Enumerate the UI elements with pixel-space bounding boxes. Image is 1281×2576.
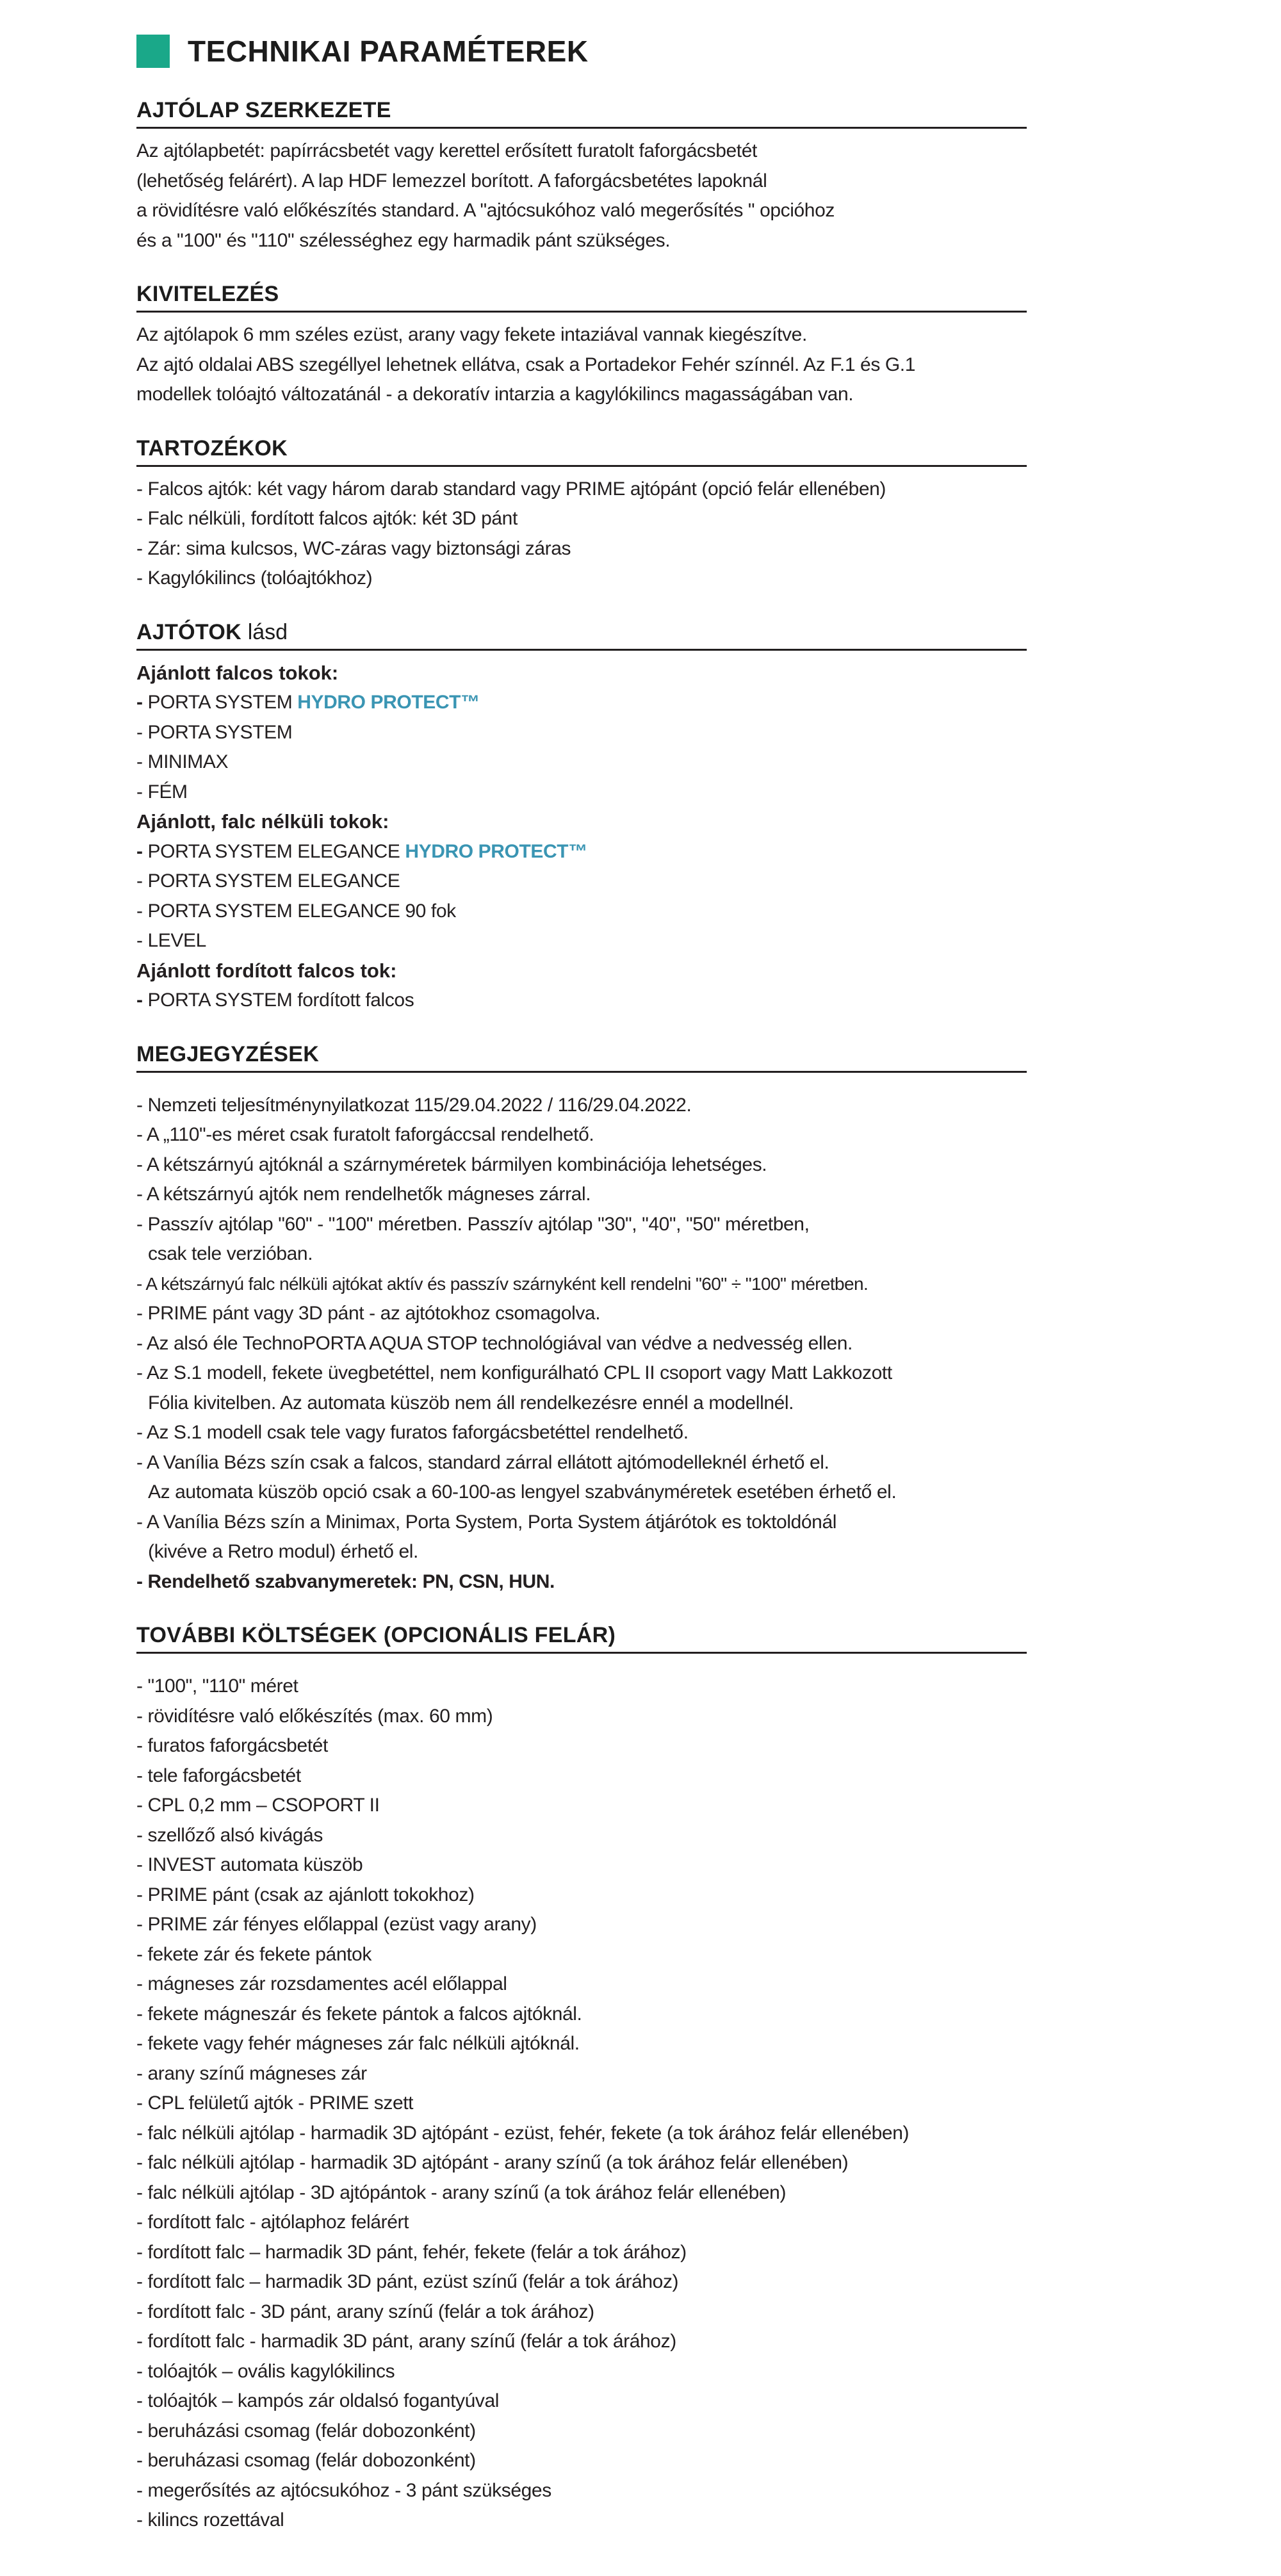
cost-item: - rövidítésre való előkészítés (max. 60 mm) — [136, 1705, 493, 1727]
list-dash: - — [136, 990, 148, 1011]
cost-item: - CPL felületű ajtók - PRIME szett — [136, 2092, 414, 2114]
hydro-protect-label: HYDRO PROTECT™ — [297, 692, 480, 713]
cost-item: - kilincs rozettával — [136, 2509, 284, 2531]
cost-item: - tele faforgácsbetét — [136, 1765, 301, 1786]
frame-group-title: Ajánlott, falc nélküli tokok: — [136, 810, 389, 833]
list-item: - FÉM — [136, 781, 188, 803]
note-item-continued: Fólia kivitelben. Az automata küszöb nem áll rendelkezésre ennél a modellnél. — [148, 1392, 794, 1414]
section-heading — [136, 618, 1027, 651]
list-item — [136, 986, 1027, 1016]
cost-item: - falc nélküli ajtólap - harmadik 3D ajtópánt - arany színű (a tok árához felár ellenében) — [136, 2152, 849, 2173]
section-execution — [136, 280, 1027, 410]
section-heading-text: AJTÓTOK — [136, 619, 241, 644]
cost-item: - beruházási csomag (felár dobozonként) — [136, 2420, 476, 2441]
list-item: - MINIMAX — [136, 751, 229, 772]
brand-square-icon — [136, 35, 170, 68]
cost-item: - fordított falc – harmadik 3D pánt, ezüst színű (felár a tok árához) — [136, 2271, 679, 2292]
note-item: - A Vanília Bézs szín csak a falcos, standard zárral ellátott ajtómodelleknél érhető el. — [136, 1451, 829, 1473]
list-dash: - — [136, 840, 148, 862]
section-accessories — [136, 434, 1027, 594]
frame-name: PORTA SYSTEM fordított falcos — [147, 990, 414, 1011]
frame-name: PORTA SYSTEM — [147, 692, 298, 713]
section-heading: AJTÓLAP SZERKEZETE — [136, 96, 1027, 129]
list-item: - LEVEL — [136, 930, 206, 951]
section-notes — [136, 1040, 1027, 1597]
cost-item: - szellőző alsó kivágás — [136, 1824, 323, 1846]
section-heading: TOVÁBBI KÖLTSÉGEK (OPCIONÁLIS FELÁR) — [136, 1621, 1027, 1654]
cost-item: - megerősítés az ajtócsukóhoz - 3 pánt szükséges — [136, 2479, 551, 2501]
list-item: - PORTA SYSTEM ELEGANCE 90 fok — [136, 900, 456, 922]
frame-name: PORTA SYSTEM ELEGANCE — [147, 840, 405, 862]
cost-item: - tolóajtók – ovális kagylókilincs — [136, 2360, 395, 2382]
note-item: - A „110"-es méret csak furatolt faforgáccsal rendelhető. — [136, 1124, 594, 1145]
note-item: - A Vanília Bézs szín a Minimax, Porta System, Porta System átjárótok es toktoldónál — [136, 1511, 836, 1533]
list-item: - Kagylókilincs (tolóajtókhoz) — [136, 567, 373, 589]
cost-item: - falc nélküli ajtólap - harmadik 3D ajtópánt - ezüst, fehér, fekete (a tok árához felár ellenében) — [136, 2122, 910, 2144]
section-door-frames — [136, 618, 1027, 1016]
note-item-continued: csak tele verzióban. — [148, 1243, 313, 1264]
text-line: és a "100" és "110" szélességhez egy harmadik pánt szükséges. — [136, 229, 671, 251]
cost-item: - arany színű mágneses zár — [136, 2062, 367, 2084]
section-door-leaf-structure — [136, 96, 1027, 256]
section-heading: MEGJEGYZÉSEK — [136, 1040, 1027, 1073]
list-item — [136, 688, 1027, 718]
text-line: Az ajtólapbetét: papírrácsbetét vagy kerettel erősített furatolt faforgácsbetét — [136, 140, 757, 161]
note-item: - A kétszárnyú ajtóknál a szárnyméretek bármilyen kombinációja lehetséges. — [136, 1153, 767, 1175]
technical-parameters-page — [136, 32, 1027, 2560]
cost-item: - "100", "110" méret — [136, 1675, 298, 1697]
frame-group-title: Ajánlott fordított falcos tok: — [136, 959, 397, 982]
text-line: modellek tolóajtó változatánál - a dekoratív intarzia a kagylókilincs magasságában van. — [136, 384, 854, 405]
cost-item: - fordított falc - 3D pánt, arany színű (felár a tok árához) — [136, 2301, 594, 2322]
section-additional-costs — [136, 1621, 1027, 2536]
list-item: - PORTA SYSTEM — [136, 721, 293, 743]
list-dash: - — [136, 692, 148, 713]
note-item: - Az S.1 modell, fekete üvegbetéttel, nem konfigurálható CPL II csoport vagy Matt Lakkozott — [136, 1362, 892, 1383]
note-item: - Az S.1 modell csak tele vagy furatos faforgácsbetéttel rendelhető. — [136, 1422, 689, 1443]
text-line: Az ajtólapok 6 mm széles ezüst, arany vagy fekete intaziával vannak kiegészítve. — [136, 324, 807, 345]
cost-item: - fordított falc - harmadik 3D pánt, arany színű (felár a tok árához) — [136, 2331, 676, 2352]
note-item: - PRIME pánt vagy 3D pánt - az ajtótokhoz csomagolva. — [136, 1303, 601, 1324]
cost-item: - PRIME pánt (csak az ajánlott tokokhoz) — [136, 1884, 475, 1905]
cost-item: - PRIME zár fényes előlappal (ezüst vagy arany) — [136, 1914, 537, 1935]
cost-item: - beruházasi csomag (felár dobozonként) — [136, 2450, 476, 2471]
note-item-continued: (kivéve a Retro modul) érhető el. — [148, 1541, 418, 1562]
cost-item: - CPL 0,2 mm – CSOPORT II — [136, 1795, 380, 1816]
cost-item: - fordított falc – harmadik 3D pánt, fehér, fekete (felár a tok árához) — [136, 2241, 687, 2263]
note-item: - Az alsó éle TechnoPORTA AQUA STOP technológiával van védve a nedvesség ellen. — [136, 1332, 853, 1354]
cost-item: - INVEST automata küszöb — [136, 1854, 363, 1875]
section-heading: TARTOZÉKOK — [136, 434, 1027, 467]
cost-item: - mágneses zár rozsdamentes acél előlappal — [136, 1973, 507, 1994]
text-line: a rövidítésre való előkészítés standard. A "ajtócsukóhoz való megerősítés " opcióhoz — [136, 200, 835, 221]
cost-item: - furatos faforgácsbetét — [136, 1735, 328, 1756]
note-item-standard-sizes: - Rendelhető szabvanymeretek: PN, CSN, HUN. — [136, 1570, 555, 1592]
cost-item: - fekete mágneszár és fekete pántok a falcos ajtóknál. — [136, 2003, 582, 2025]
note-item: - A kétszárnyú ajtók nem rendelhetők mágneses zárral. — [136, 1184, 591, 1205]
list-item: - Falcos ajtók: két vagy három darab standard vagy PRIME ajtópánt (opció felár ellenében) — [136, 478, 886, 500]
hydro-protect-label: HYDRO PROTECT™ — [405, 840, 587, 862]
cost-item: - fekete vagy fehér mágneses zár falc nélküli ajtóknál. — [136, 2033, 580, 2054]
text-line: Az ajtó oldalai ABS szegéllyel lehetnek ellátva, csak a Portadekor Fehér színnél. Az F.1 és G.1 — [136, 354, 916, 375]
list-item: - Falc nélküli, fordított falcos ajtók: két 3D pánt — [136, 508, 518, 529]
cost-item: - tolóajtók – kampós zár oldalsó fogantyúval — [136, 2390, 500, 2411]
cost-item: - fordított falc - ajtólaphoz felárért — [136, 2212, 409, 2233]
frame-group-title: Ajánlott falcos tokok: — [136, 661, 339, 684]
note-item-continued: Az automata küszöb opció csak a 60-100-as lengyel szabványméretek esetében érhető el. — [148, 1481, 897, 1503]
note-item: - Passzív ajtólap "60" - "100" méretben. Passzív ajtólap "30", "40", "50" méretben, — [136, 1213, 810, 1235]
note-item: - A kétszárnyú falc nélküli ajtókat aktív és passzív szárnyként kell rendelni "60" ÷ "100" méretben. — [136, 1273, 869, 1294]
text-line: (lehetőség felárért). A lap HDF lemezzel borított. A faforgácsbetétes lapoknál — [136, 170, 767, 192]
page-title-text: TECHNIKAI PARAMÉTEREK — [188, 35, 589, 68]
list-item — [136, 837, 1027, 867]
cost-item: - fekete zár és fekete pántok — [136, 1943, 371, 1965]
list-item: - PORTA SYSTEM ELEGANCE — [136, 870, 400, 892]
section-heading-suffix: lásd — [247, 619, 288, 644]
section-heading: KIVITELEZÉS — [136, 280, 1027, 313]
cost-item: - falc nélküli ajtólap - 3D ajtópántok - arany színű (a tok árához felár ellenében) — [136, 2181, 787, 2203]
note-item: - Nemzeti teljesítménynyilatkozat 115/29.04.2022 / 116/29.04.2022. — [136, 1094, 692, 1116]
list-item: - Zár: sima kulcsos, WC-záras vagy biztonsági záras — [136, 537, 571, 559]
page-title — [136, 32, 1027, 70]
